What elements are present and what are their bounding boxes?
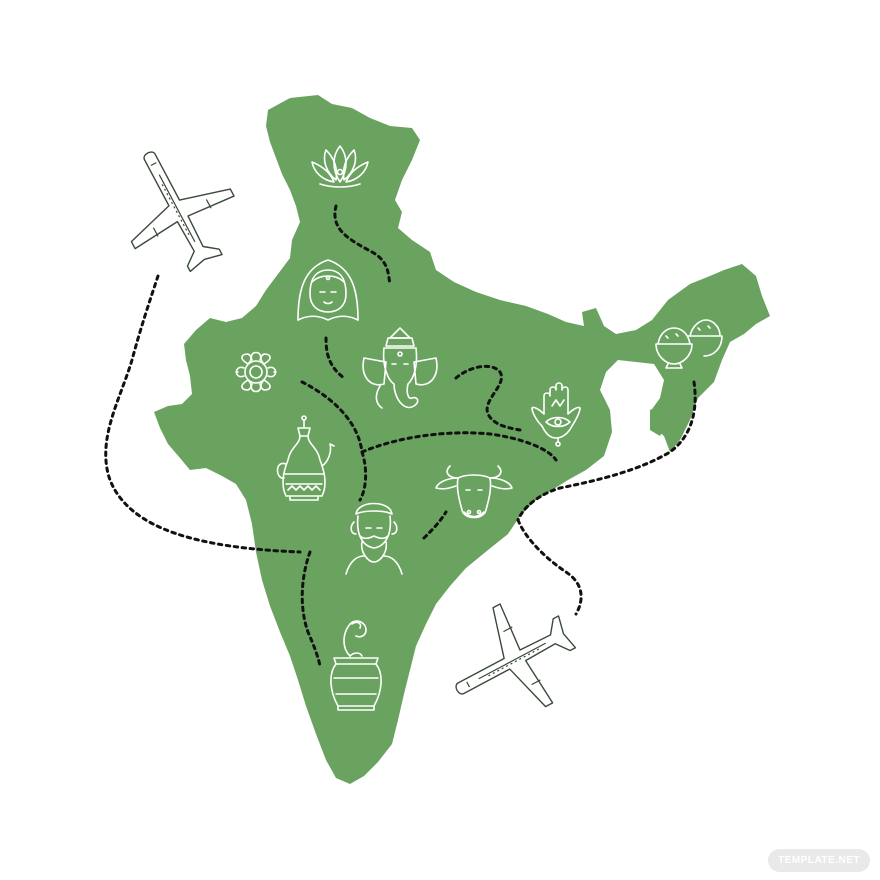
route-southeast [518, 520, 581, 614]
watermark-badge: TEMPLATE.NET [768, 849, 870, 872]
airplane-icon [431, 582, 594, 739]
airplane-icon [98, 127, 255, 290]
